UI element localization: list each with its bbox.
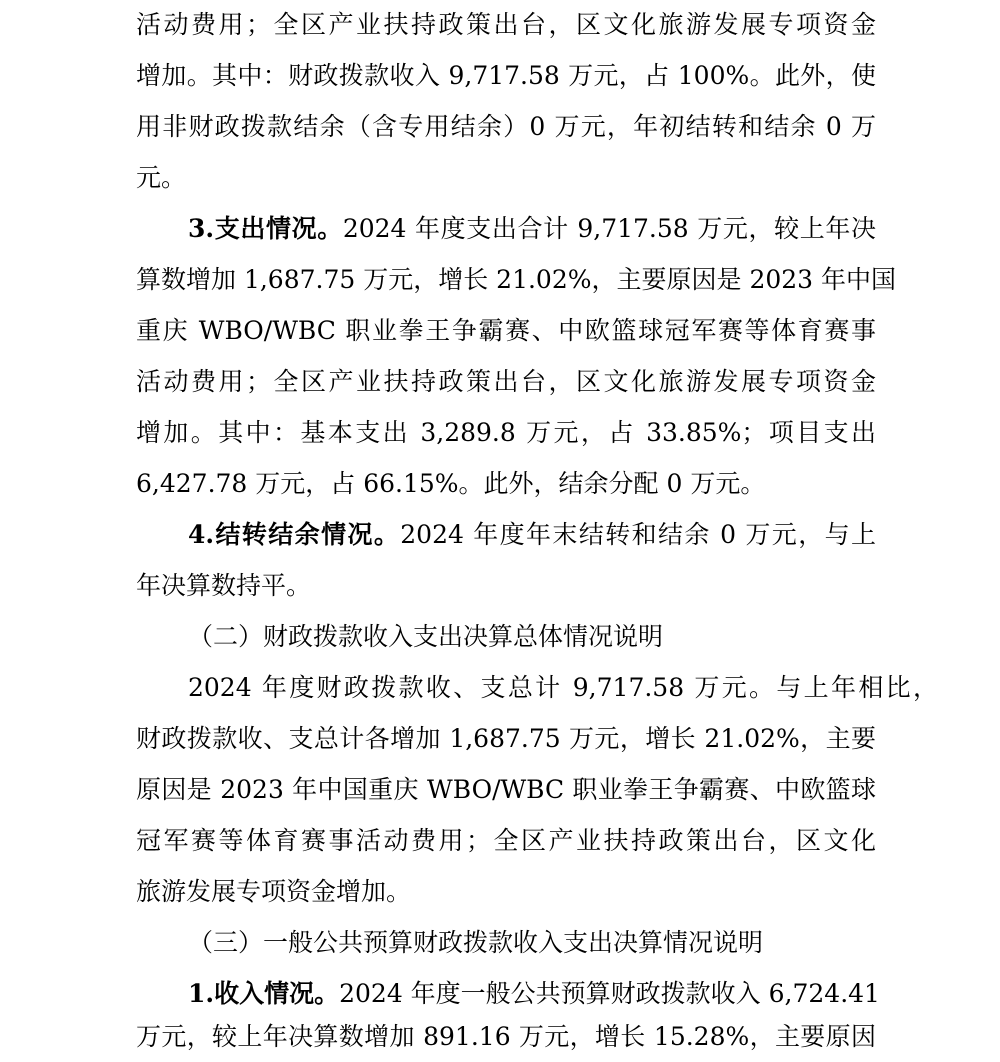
text-line: 万元，较上年决算数增加 891.16 万元，增长 15.28%，主要原因 bbox=[136, 1022, 876, 1051]
text-line: 6,427.78 万元，占 66.15%。此外，结余分配 0 万元。 bbox=[136, 469, 766, 498]
text-line: 增加。其中：财政拨款收入 9,717.58 万元，占 100%。此外，使 bbox=[136, 61, 876, 90]
heading-carryover: 4.结转结余情况。 bbox=[188, 520, 401, 549]
text-line: 重庆 WBO/WBC 职业拳王争霸赛、中欧篮球冠军赛等体育赛事 bbox=[136, 316, 876, 345]
heading-expenditure: 3.支出情况。 bbox=[188, 214, 343, 243]
text-line: 旅游发展专项资金增加。 bbox=[136, 877, 412, 906]
text-line: 活动费用；全区产业扶持政策出台，区文化旅游发展专项资金 bbox=[136, 10, 876, 39]
text-line: 年决算数持平。 bbox=[136, 571, 312, 600]
text-line: 算数增加 1,687.75 万元，增长 21.02%，主要原因是 2023 年中国 bbox=[136, 265, 897, 294]
text-line: 活动费用；全区产业扶持政策出台，区文化旅游发展专项资金 bbox=[136, 367, 876, 396]
text-line: 增加。其中：基本支出 3,289.8 万元，占 33.85%；项目支出 bbox=[136, 418, 876, 447]
heading-income: 1.收入情况。 bbox=[188, 979, 340, 1008]
text-line: 原因是 2023 年中国重庆 WBO/WBC 职业拳王争霸赛、中欧篮球 bbox=[136, 775, 876, 804]
paragraph-carryover-first-line bbox=[188, 510, 876, 560]
text-line: 冠军赛等体育赛事活动费用；全区产业扶持政策出台，区文化 bbox=[136, 826, 876, 855]
text-segment: 2024 年度年末结转和结余 0 万元，与上 bbox=[400, 520, 876, 549]
section-heading-3: （三）一般公共预算财政拨款收入支出决算情况说明 bbox=[188, 928, 764, 957]
paragraph-expenditure-first-line bbox=[188, 204, 876, 254]
text-line: 用非财政拨款结余（含专用结余）0 万元，年初结转和结余 0 万 bbox=[136, 112, 876, 141]
text-line: 2024 年度财政拨款收、支总计 9,717.58 万元。与上年相比， bbox=[188, 673, 938, 702]
text-segment: 2024 年度支出合计 9,717.58 万元，较上年决 bbox=[342, 214, 876, 243]
text-line: 财政拨款收、支总计各增加 1,687.75 万元，增长 21.02%，主要 bbox=[136, 724, 876, 753]
text-line: 元。 bbox=[136, 163, 187, 192]
text-segment: 2024 年度一般公共预算财政拨款收入 6,724.41 bbox=[339, 979, 880, 1008]
section-heading-2: （二）财政拨款收入支出决算总体情况说明 bbox=[188, 622, 664, 651]
